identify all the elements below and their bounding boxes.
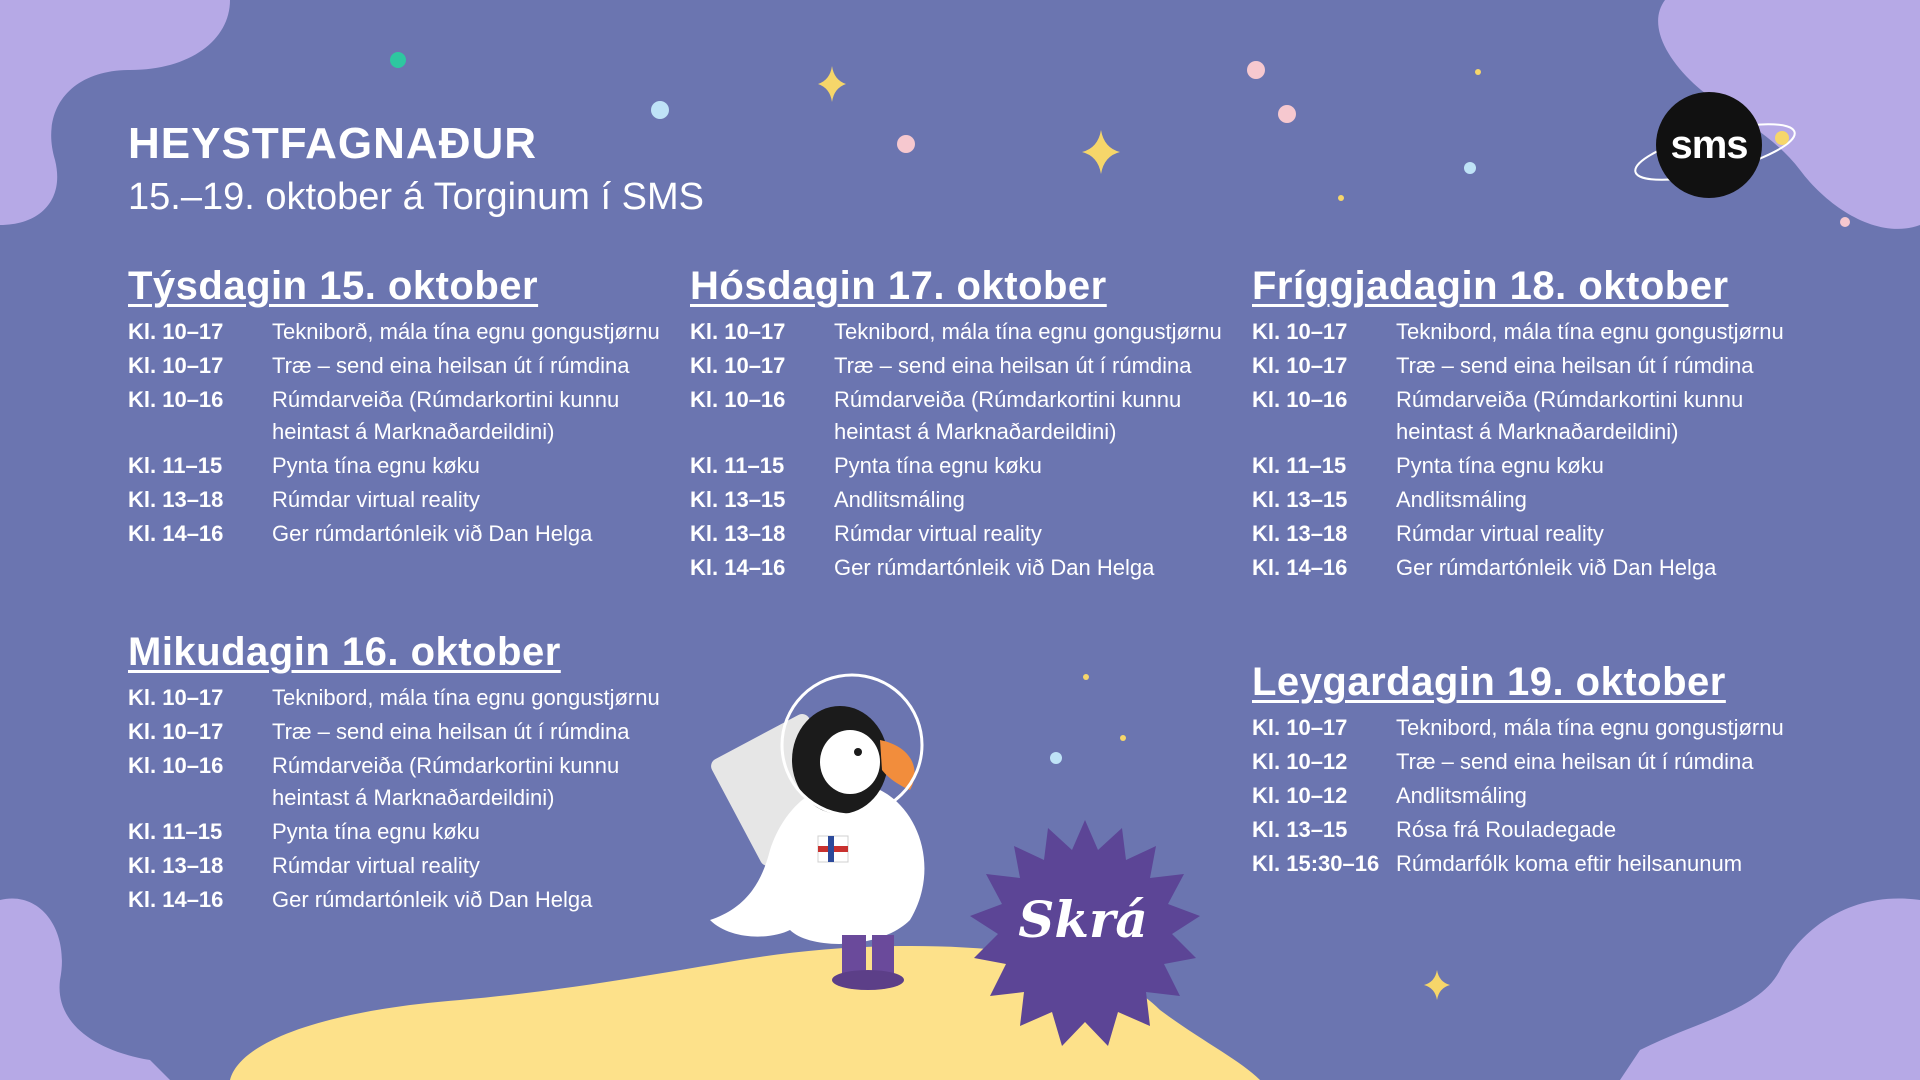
- schedule-activity: Træ – send eina heilsan út í rúmdina: [272, 353, 630, 378]
- schedule-list: [128, 682, 688, 916]
- sms-logo: sms: [1656, 92, 1762, 198]
- page-subtitle: 15.–19. oktober á Torginum í SMS: [128, 176, 704, 218]
- schedule-time: Kl. 10–16: [128, 387, 224, 412]
- schedule-time: Kl. 10–16: [690, 387, 786, 412]
- dot: [1475, 69, 1481, 75]
- schedule-activity: Teknibord, mála tína egnu gongustjørnu: [834, 319, 1222, 344]
- day-block-thu: [690, 262, 1250, 586]
- schedule-activity: Rúmdarveiða (Rúmdarkortini kunnu heintast á Marknaðardeildini): [834, 387, 1182, 444]
- schedule-activity: Andlitsmáling: [1396, 487, 1527, 512]
- schedule-row: [1252, 814, 1852, 846]
- dot: [651, 101, 669, 119]
- schedule-activity: Teknibord, mála tína egnu gongustjørnu: [1396, 319, 1784, 344]
- schedule-row: [128, 518, 688, 550]
- day-block-fri: [1252, 262, 1812, 586]
- dot: [1120, 735, 1126, 741]
- schedule-row: [128, 384, 688, 448]
- dot: [1464, 162, 1476, 174]
- dot: [1278, 105, 1296, 123]
- schedule-row: [1252, 384, 1812, 448]
- schedule-row: [128, 750, 688, 814]
- star-icon: [1082, 130, 1120, 174]
- schedule-time: Kl. 11–15: [128, 453, 223, 478]
- dot: [390, 52, 406, 68]
- day-title: Leygardagin 19. oktober: [1252, 660, 1726, 704]
- schedule-activity: Træ – send eina heilsan út í rúmdina: [1396, 353, 1754, 378]
- schedule-time: Kl. 15:30–16: [1252, 851, 1380, 876]
- schedule-list: [128, 316, 688, 550]
- schedule-time: Kl. 13–15: [690, 487, 786, 512]
- dot: [1840, 217, 1850, 227]
- schedule-activity: Rúmdarveiða (Rúmdarkortini kunnu heintast á Marknaðardeildini): [272, 387, 620, 444]
- schedule-time: Kl. 10–17: [128, 319, 224, 344]
- schedule-row: [1252, 484, 1812, 516]
- schedule-row: [690, 484, 1250, 516]
- schedule-time: Kl. 13–18: [690, 521, 786, 546]
- schedule-time: Kl. 14–16: [128, 521, 224, 546]
- day-block-tue: [128, 262, 688, 552]
- schedule-activity: Ger rúmdartónleik við Dan Helga: [834, 555, 1155, 580]
- schedule-activity: Rúmdarveiða (Rúmdarkortini kunnu heintast á Marknaðardeildini): [1396, 387, 1744, 444]
- header: [128, 118, 704, 222]
- schedule-activity: Tekniborð, mála tína egnu gongustjørnu: [272, 319, 660, 344]
- schedule-time: Kl. 10–17: [128, 719, 224, 744]
- schedule-time: Kl. 14–16: [690, 555, 786, 580]
- schedule-activity: Andlitsmáling: [834, 487, 965, 512]
- dot: [1247, 61, 1265, 79]
- day-block-sat: [1252, 658, 1852, 882]
- schedule-activity: Pynta tína egnu køku: [1396, 453, 1604, 478]
- day-block-wed: [128, 628, 688, 918]
- schedule-time: Kl. 10–12: [1252, 783, 1348, 808]
- schedule-row: [128, 450, 688, 482]
- day-title: Týsdagin 15. oktober: [128, 264, 539, 308]
- schedule-list: [690, 316, 1250, 584]
- schedule-time: Kl. 13–15: [1252, 487, 1348, 512]
- schedule-activity: Pynta tína egnu køku: [272, 453, 480, 478]
- star-icon: [818, 66, 846, 102]
- schedule-activity: Pynta tína egnu køku: [834, 453, 1042, 478]
- schedule-time: Kl. 13–18: [1252, 521, 1348, 546]
- schedule-list: [1252, 712, 1852, 880]
- schedule-row: [1252, 746, 1852, 778]
- schedule-row: [1252, 316, 1812, 348]
- schedule-activity: Ger rúmdartónleik við Dan Helga: [272, 521, 593, 546]
- page-title: HEYSTFAGNAÐUR: [128, 119, 538, 168]
- blob-bottom-right: [1620, 898, 1920, 1080]
- schedule-row: [690, 350, 1250, 382]
- schedule-row: [128, 350, 688, 382]
- schedule-time: Kl. 10–17: [1252, 353, 1348, 378]
- schedule-activity: Ger rúmdartónleik við Dan Helga: [1396, 555, 1717, 580]
- day-title: Fríggjadagin 18. oktober: [1252, 264, 1729, 308]
- schedule-activity: Rúmdar virtual reality: [1396, 521, 1604, 546]
- schedule-time: Kl. 11–15: [690, 453, 785, 478]
- schedule-time: Kl. 13–18: [128, 487, 224, 512]
- schedule-row: [690, 552, 1250, 584]
- schedule-list: [1252, 316, 1812, 584]
- schedule-time: Kl. 10–12: [1252, 749, 1348, 774]
- schedule-activity: Træ – send eina heilsan út í rúmdina: [1396, 749, 1754, 774]
- schedule-activity: Træ – send eina heilsan út í rúmdina: [272, 719, 630, 744]
- schedule-activity: Ger rúmdartónleik við Dan Helga: [272, 887, 593, 912]
- schedule-row: [128, 682, 688, 714]
- star-icon: [1424, 970, 1450, 1000]
- schedule-row: [1252, 450, 1812, 482]
- schedule-row: [1252, 518, 1812, 550]
- schedule-row: [690, 316, 1250, 348]
- schedule-row: [128, 484, 688, 516]
- schedule-time: Kl. 11–15: [128, 819, 223, 844]
- schedule-row: [128, 884, 688, 916]
- schedule-activity: Teknibord, mála tína egnu gongustjørnu: [1396, 715, 1784, 740]
- schedule-row: [128, 850, 688, 882]
- schedule-time: Kl. 10–17: [690, 353, 786, 378]
- schedule-time: Kl. 10–16: [1252, 387, 1348, 412]
- schedule-row: [690, 450, 1250, 482]
- schedule-activity: Rúmdar virtual reality: [834, 521, 1042, 546]
- schedule-activity: Andlitsmáling: [1396, 783, 1527, 808]
- schedule-activity: Rúmdarveiða (Rúmdarkortini kunnu heintast á Marknaðardeildini): [272, 753, 620, 810]
- schedule-time: Kl. 10–17: [1252, 319, 1348, 344]
- schedule-time: Kl. 14–16: [1252, 555, 1348, 580]
- schedule-row: [128, 716, 688, 748]
- schedule-activity: Rúmdar virtual reality: [272, 853, 480, 878]
- day-title: Hósdagin 17. oktober: [690, 264, 1107, 308]
- dot: [1338, 195, 1344, 201]
- schedule-row: [1252, 350, 1812, 382]
- schedule-activity: Træ – send eina heilsan út í rúmdina: [834, 353, 1192, 378]
- schedule-time: Kl. 13–18: [128, 853, 224, 878]
- schedule-row: [128, 816, 688, 848]
- schedule-row: [128, 316, 688, 348]
- schedule-row: [1252, 848, 1852, 880]
- schedule-time: Kl. 14–16: [128, 887, 224, 912]
- schedule-time: Kl. 10–17: [128, 685, 224, 710]
- dot: [897, 135, 915, 153]
- schedule-row: [1252, 780, 1852, 812]
- schedule-time: Kl. 10–17: [1252, 715, 1348, 740]
- schedule-time: Kl. 10–17: [128, 353, 224, 378]
- schedule-activity: Rúmdarfólk koma eftir heilsanunum: [1396, 851, 1743, 876]
- schedule-time: Kl. 10–17: [690, 319, 786, 344]
- schedule-activity: Rósa frá Rouladegade: [1396, 817, 1617, 842]
- schedule-time: Kl. 10–16: [128, 753, 224, 778]
- schedule-activity: Rúmdar virtual reality: [272, 487, 480, 512]
- dot: [1083, 674, 1089, 680]
- puffin-astronaut-illustration: [700, 650, 1000, 1000]
- schedule-row: [1252, 712, 1852, 744]
- blob-bottom-left: [0, 898, 170, 1080]
- dot: [1050, 752, 1062, 764]
- schedule-activity: Pynta tína egnu køku: [272, 819, 480, 844]
- register-badge-label[interactable]: Skrá: [1018, 890, 1148, 949]
- schedule-time: Kl. 11–15: [1252, 453, 1347, 478]
- day-title: Mikudagin 16. oktober: [128, 630, 561, 674]
- schedule-row: [690, 384, 1250, 448]
- schedule-activity: Teknibord, mála tína egnu gongustjørnu: [272, 685, 660, 710]
- schedule-row: [690, 518, 1250, 550]
- schedule-row: [1252, 552, 1812, 584]
- schedule-time: Kl. 13–15: [1252, 817, 1348, 842]
